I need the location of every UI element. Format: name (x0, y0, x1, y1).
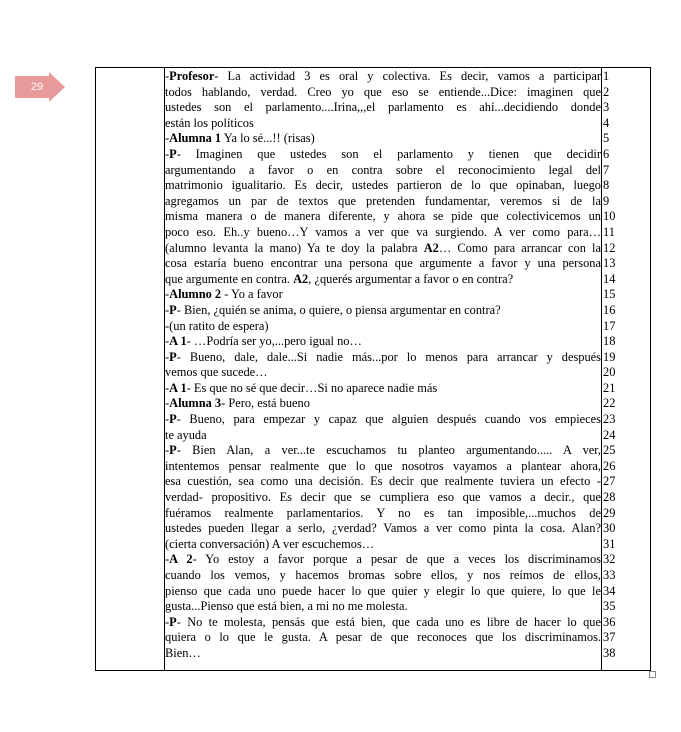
line-number: 3 (603, 100, 610, 115)
line-text: cosa estaría bueno encontrar una persona que argumente a favor y una persona (165, 256, 601, 271)
line-text: quiera o lo que le gusta. A pesar de que reconoces que los discriminamos. (165, 630, 601, 645)
line-number: 36 (603, 614, 616, 629)
line-text: - (165, 69, 170, 83)
speaker-label: A 2 (169, 552, 193, 567)
transcript-line (165, 459, 601, 475)
line-number: 6 (603, 146, 610, 161)
line-number: 34 (603, 583, 616, 598)
line-text: - Pero, está bueno (221, 396, 310, 411)
line-text: cuando los vemos, y hacemos bromas sobre ellos, y nos reímos de ellos, (165, 568, 601, 582)
line-text: - Bueno, para empezar y capaz que alguien después cuando vos empieces (176, 412, 601, 427)
line-number: 1 (603, 69, 610, 83)
line-number: 15 (603, 287, 616, 302)
speaker-label: A 1 (169, 380, 187, 395)
transcript-line (165, 350, 601, 366)
transcript-line (165, 256, 601, 272)
line-text: - Es que no sé que decir…Si no aparece nadie más (186, 380, 438, 395)
line-text: - (165, 396, 170, 411)
line-text: - Bueno, dale, dale...Si nadie más...por lo menos para arrancar y después (176, 349, 601, 364)
speaker-label: P (169, 146, 177, 161)
line-number: 11 (603, 224, 615, 239)
line-text: - (165, 146, 170, 161)
speaker-label: A2 (293, 271, 309, 286)
line-text: ustedes pueden llegar a serlo, ¿verdad? Vamos a ver como pinta la cosa. Alan? (165, 521, 601, 536)
transcript-line (165, 568, 601, 584)
line-text: - (165, 334, 170, 349)
transcript-line (165, 334, 601, 350)
speaker-label: P (169, 412, 177, 427)
line-number: 17 (603, 318, 616, 333)
speaker-label: P (169, 302, 177, 317)
transcript-line (165, 443, 601, 459)
line-number: 16 (603, 302, 616, 317)
line-text: - Yo estoy a favor porque a pesar de que a veces los discriminamos (192, 552, 601, 567)
transcript-line (165, 194, 601, 210)
transcript-line (165, 85, 601, 101)
line-text: - (165, 302, 170, 317)
line-number: 18 (603, 334, 616, 349)
line-text: … Como para arrancar con la (438, 240, 601, 255)
line-number: 14 (603, 271, 616, 286)
line-text: poco eso. Eh..y bueno…Y vamos a ver que va surgiendo. A ver como para… (165, 224, 601, 239)
transcript-text-column (165, 69, 601, 662)
transcript-line (165, 521, 601, 537)
speaker-label: P (169, 349, 177, 364)
transcript-line (165, 225, 601, 241)
line-number: 24 (603, 427, 616, 442)
line-text: agregamos un par de textos que pretenden fundamentar, veremos si de la (165, 193, 601, 208)
line-text: - (165, 552, 170, 567)
transcript-line (165, 537, 601, 553)
transcript-line (165, 241, 601, 257)
transcript-line (165, 646, 601, 662)
transcript-line (165, 381, 601, 397)
line-text: - (165, 349, 170, 364)
line-text: fuéramos realmente parlamentarios. Y no es tan imposible,...muchos de (165, 505, 601, 520)
line-number: 8 (603, 178, 610, 193)
page-number: 29 (30, 81, 44, 93)
transcript-line (165, 287, 601, 303)
line-text: - Bien, ¿quién se anima, o quiere, o piensa argumentar en contra? (176, 302, 501, 317)
line-number: 4 (603, 115, 610, 130)
line-text: misma manera o de manera diferente, y ahora se pide que colectivicemos un (165, 209, 601, 224)
line-text: - (165, 131, 170, 146)
line-number: 5 (603, 131, 610, 146)
transcript-line (165, 365, 601, 381)
speaker-label: Alumna 3 (169, 396, 222, 411)
line-text: Ya lo sé...!! (risas) (221, 131, 315, 146)
transcript-line (165, 615, 601, 631)
transcript-line (165, 116, 601, 132)
line-number: 10 (603, 209, 616, 224)
transcript-line (165, 552, 601, 568)
transcript-line (165, 163, 601, 179)
transcript-line (165, 319, 601, 335)
line-text: que argumente en contra. (165, 271, 294, 286)
line-text: -(un ratito de espera) (165, 318, 269, 333)
table-resize-handle[interactable] (649, 671, 656, 678)
line-number: 27 (603, 474, 616, 489)
transcript-line (165, 272, 601, 288)
line-number: 29 (603, 505, 616, 520)
speaker-label: Alumna 1 (169, 131, 222, 146)
transcript-line (165, 69, 601, 85)
line-number: 20 (603, 365, 616, 380)
line-text: gusta...Pienso que está bien, a mi no me molesta. (165, 599, 408, 614)
line-text: Bien… (165, 645, 201, 660)
line-number: 12 (603, 240, 616, 255)
line-text: (alumno levanta la mano) Ya te doy la palabra (165, 240, 424, 255)
speaker-label: P (169, 443, 177, 458)
transcript-line (165, 474, 601, 490)
line-text: te ayuda (165, 427, 207, 442)
line-text: , ¿querés argumentar a favor o en contra? (308, 271, 514, 286)
line-text: esa cuestión, sea como una decisión. Es decir que realmente tuviera un efecto - (165, 474, 601, 489)
line-text: ustedes son el parlamento....Irina,,,el parlamento es ahí...decidiendo donde (165, 100, 601, 115)
line-number-column (602, 69, 650, 662)
transcript-line (165, 599, 601, 615)
transcript-line (165, 147, 601, 163)
line-text: - (165, 412, 170, 427)
line-number: 35 (603, 599, 616, 614)
transcript-line (165, 178, 601, 194)
line-text: intentemos pensar realmente que lo que nosotros vayamos a plantear ahora, (165, 458, 601, 473)
line-number: 13 (603, 256, 616, 271)
transcript-line (165, 490, 601, 506)
speaker-label: A 1 (169, 334, 187, 349)
line-text: matrimonio igualitario. Es decir, ustedes partieron de lo que opinaban, luego (165, 178, 601, 193)
transcript-line (165, 303, 601, 319)
line-number: 19 (603, 349, 616, 364)
transcript-line (165, 506, 601, 522)
line-text: - Bien Alan, a ver...te escuchamos tu planteo argumentando..... A ver, (176, 443, 601, 458)
line-number: 7 (603, 162, 610, 177)
page-number-marker (15, 72, 65, 102)
line-number: 21 (603, 380, 616, 395)
line-text: - (165, 287, 170, 302)
line-number: 26 (603, 458, 616, 473)
speaker-label: A2 (423, 240, 439, 255)
line-text: pienso que cada uno puede hacer lo que quier y elegir lo que quiere, lo que le (165, 583, 601, 598)
line-number: 33 (603, 568, 616, 582)
line-number: 32 (603, 552, 616, 567)
transcript-line (165, 630, 601, 646)
line-number: 23 (603, 412, 616, 427)
line-text: están los políticos (165, 115, 254, 130)
line-text: - (165, 443, 170, 458)
transcript-line (165, 209, 601, 225)
line-text: - No te molesta, pensás que está bien, que cada uno es libre de hacer lo que (176, 614, 601, 629)
speaker-label: P (169, 614, 177, 629)
line-text: todos hablando, verdad. Creo yo que eso se entiende...Dice: imaginen que (165, 84, 601, 99)
line-number: 37 (603, 630, 616, 645)
line-number: 38 (603, 645, 616, 660)
line-number: 2 (603, 84, 610, 99)
line-text: - (165, 380, 170, 395)
line-text: - La actividad 3 es oral y colectiva. Es decir, vamos a participar (214, 69, 601, 83)
line-text: argumentando a favor o en contra sobre el reconocimiento legal del (165, 162, 601, 177)
line-text: - …Podría ser yo,...pero igual no… (186, 334, 362, 349)
transcript-table (95, 67, 651, 671)
transcript-line (165, 131, 601, 147)
line-text: - (165, 614, 170, 629)
line-number: 22 (603, 396, 616, 411)
line-text: (cierta conversación) A ver escuchemos… (165, 536, 375, 551)
line-number: 28 (603, 490, 616, 505)
speaker-label: Profesor (169, 69, 215, 83)
line-text: - Imaginen que ustedes son el parlamento y tienen que decidir (176, 146, 601, 161)
transcript-line (165, 584, 601, 600)
line-text: - Yo a favor (221, 287, 283, 302)
line-number: 30 (603, 521, 616, 536)
transcript-line (165, 428, 601, 444)
transcript-line (165, 412, 601, 428)
speaker-label: Alumno 2 (169, 287, 222, 302)
line-text: verdad- propositivo. Es decir que se cumpliera eso que vamos a decir., que (165, 490, 601, 505)
transcript-line (165, 396, 601, 412)
line-text: vemos que sucede… (165, 365, 268, 380)
line-number: 31 (603, 536, 616, 551)
line-number: 9 (603, 193, 610, 208)
line-number: 25 (603, 443, 616, 458)
transcript-line (165, 100, 601, 116)
